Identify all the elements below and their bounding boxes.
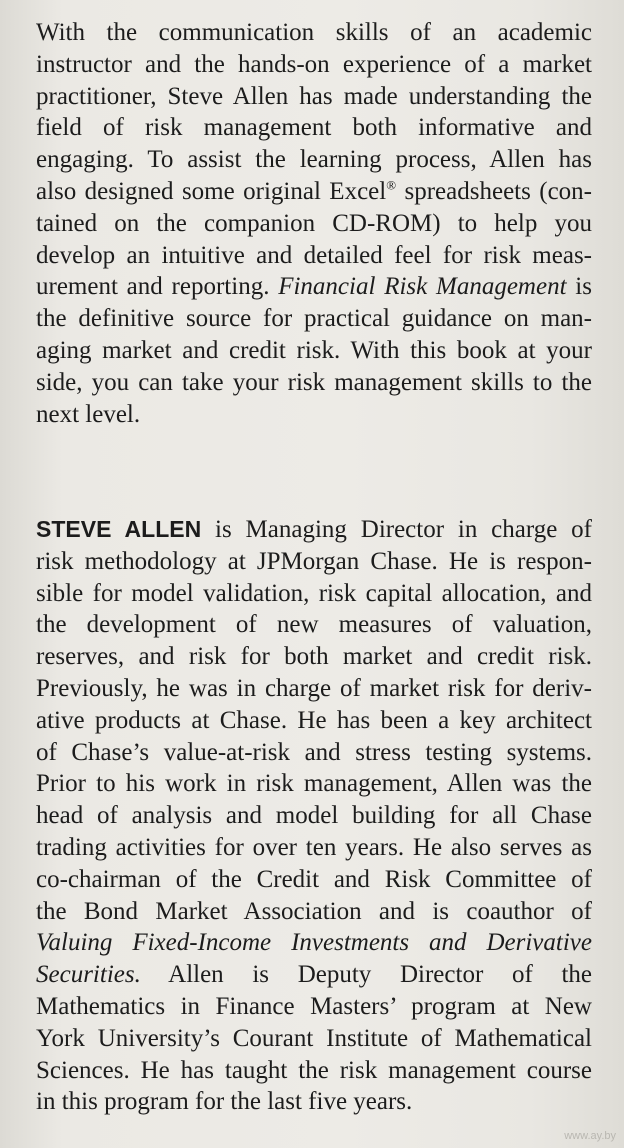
text-segment: aging market and credit risk. With this book at your <box>36 336 592 364</box>
book-description-paragraph <box>36 17 592 430</box>
text-line <box>36 705 592 737</box>
text-segment: Sciences. He has taught the risk management course <box>36 1056 592 1084</box>
text-line <box>36 832 592 864</box>
text-line <box>36 81 592 113</box>
book-title: Securities. <box>36 961 141 989</box>
text-segment: ® <box>386 177 397 193</box>
text-segment: practitioner, Steve Allen has made understanding the <box>36 82 592 110</box>
text-line <box>36 112 592 144</box>
text-line <box>36 208 592 240</box>
text-segment: the Bond Market Association and is coauthor of <box>36 897 592 925</box>
author-name: STEVE ALLEN <box>36 516 202 542</box>
text-line <box>36 737 592 769</box>
text-line <box>36 399 592 431</box>
text-segment: Mathematics in Finance Masters’ program at New <box>36 992 592 1020</box>
text-segment: instructor and the hands-on experience of a market <box>36 50 592 78</box>
text-line <box>36 176 592 208</box>
text-segment: risk methodology at JPMorgan Chase. He is respon- <box>36 547 592 575</box>
text-line <box>36 1023 592 1055</box>
text-line <box>36 864 592 896</box>
text-line <box>36 991 592 1023</box>
text-segment: engaging. To assist the learning process, Allen has <box>36 146 592 174</box>
text-line <box>36 335 592 367</box>
text-line <box>36 144 592 176</box>
text-line <box>36 49 592 81</box>
text-segment: develop an intuitive and detailed feel for risk meas- <box>36 241 592 269</box>
text-segment: York University’s Courant Institute of Mathematical <box>36 1024 592 1052</box>
text-line <box>36 17 592 49</box>
text-line <box>36 367 592 399</box>
watermark-text: www.ay.by <box>564 1130 616 1142</box>
text-line <box>36 768 592 800</box>
text-segment: ative products at Chase. He has been a key architect <box>36 706 592 734</box>
text-segment: Allen is Deputy Director of the <box>140 961 592 989</box>
text-segment: With the communication skills of an academic <box>36 19 592 46</box>
text-segment: in this program for the last five years. <box>36 1088 413 1116</box>
text-segment: field of risk management both informative and <box>36 114 592 142</box>
text-segment: sible for model validation, risk capital allocation, and <box>36 579 592 607</box>
text-segment: of Chase’s value-at-risk and stress testing systems. <box>36 738 592 766</box>
text-segment: co-chairman of the Credit and Risk Committee of <box>36 865 592 893</box>
text-segment: the development of new measures of valuation, <box>36 611 592 639</box>
text-line <box>36 578 592 610</box>
text-segment: is Managing Director in charge of <box>201 516 592 543</box>
author-bio-paragraph <box>36 514 592 1118</box>
text-line <box>36 240 592 272</box>
text-segment: is <box>566 273 592 301</box>
text-segment: Previously, he was in charge of market risk for deriv- <box>36 674 592 702</box>
text-segment: urement and reporting. <box>36 273 279 301</box>
text-line <box>36 609 592 641</box>
text-segment: trading activities for over ten years. He also serves as <box>36 833 592 861</box>
text-line <box>36 673 592 705</box>
text-line <box>36 641 592 673</box>
text-segment: Prior to his work in risk management, Allen was the <box>36 770 592 798</box>
text-line <box>36 800 592 832</box>
text-segment: reserves, and risk for both market and credit risk. <box>36 643 592 671</box>
text-line <box>36 959 592 991</box>
text-line <box>36 927 592 959</box>
text-line <box>36 1086 592 1118</box>
text-line <box>36 546 592 578</box>
text-segment: also designed some original Excel <box>36 177 387 205</box>
text-line <box>36 303 592 335</box>
text-segment: the definitive source for practical guidance on man- <box>36 305 592 333</box>
text-segment: head of analysis and model building for all Chase <box>36 802 592 830</box>
book-title: Financial Risk Management <box>278 273 567 301</box>
text-line <box>36 1055 592 1087</box>
text-line <box>36 896 592 928</box>
text-line <box>36 514 592 546</box>
text-line <box>36 271 592 303</box>
text-segment: tained on the companion CD-ROM) to help you <box>36 209 592 237</box>
text-segment: next level. <box>36 400 141 428</box>
text-segment: spreadsheets (con- <box>396 177 592 205</box>
text-segment: side, you can take your risk management skills to the <box>36 368 592 396</box>
book-title: Valuing Fixed-Income Investments and Derivative <box>36 929 592 957</box>
